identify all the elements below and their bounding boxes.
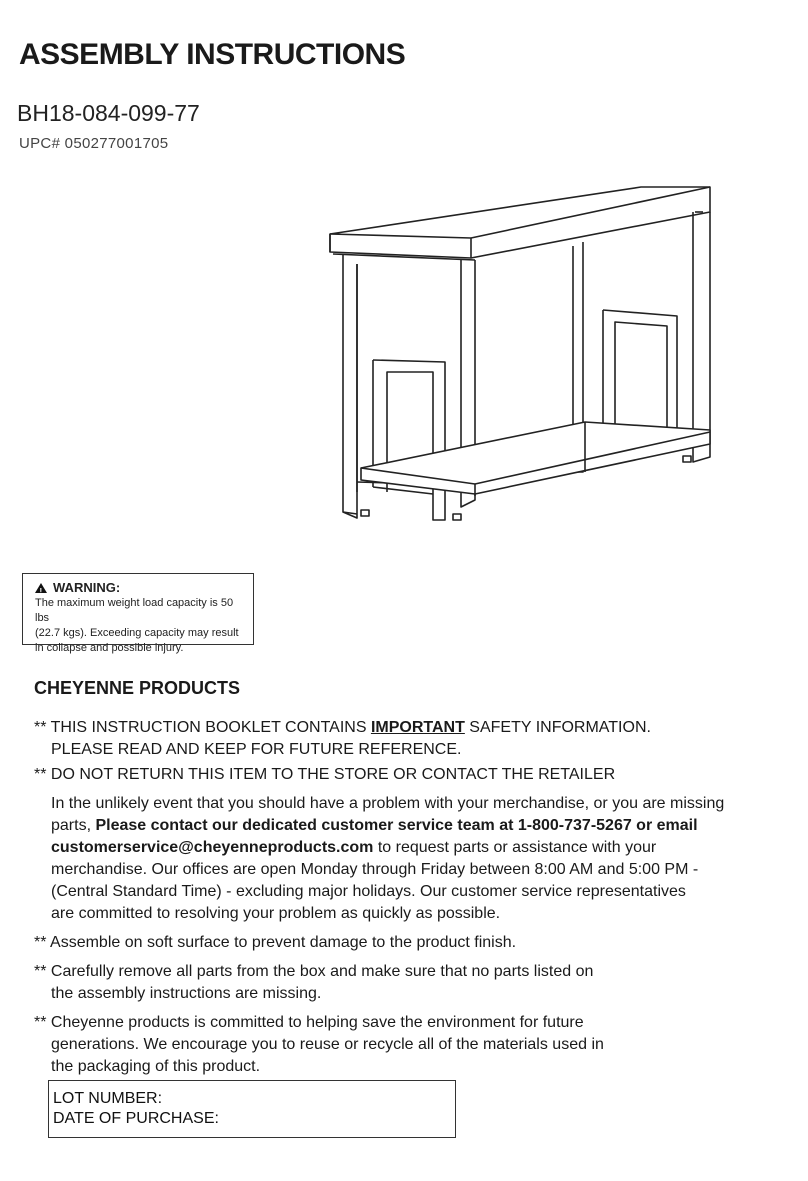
contact-phone-text: Please contact our dedicated customer service team at 1-800-737-5267 or email (95, 817, 698, 834)
note-text: ** THIS INSTRUCTION BOOKLET CONTAINS (34, 719, 371, 736)
note-text: the packaging of this product. (51, 1058, 261, 1075)
warning-title: WARNING: (53, 580, 121, 595)
upc-code: UPC# 050277001705 (19, 135, 169, 152)
model-number: BH18-084-099-77 (17, 100, 200, 126)
warning-box (22, 573, 254, 654)
warning-text-line: (22.7 kgs). Exceeding capacity may result (35, 627, 239, 639)
warning-triangle-icon (35, 583, 47, 593)
lot-info-box (48, 1080, 456, 1138)
paragraph-line: In the unlikely event that you should have a problem with your merchandise, or you are missing (51, 795, 725, 812)
paragraph-line: merchandise. Our offices are open Monday through Friday between 8:00 AM and 5:00 PM - (51, 861, 699, 878)
note-environment: ** Cheyenne products is committed to helping save the environment for future (34, 1014, 584, 1031)
note-important (34, 716, 651, 739)
contact-email: customerservice@cheyenneproducts.com (51, 839, 374, 856)
note-soft-surface: ** Assemble on soft surface to prevent damage to the product finish. (34, 934, 517, 951)
paragraph-line (51, 814, 698, 837)
paragraph-line: are committed to resolving your problem as quickly as possible. (51, 905, 501, 922)
paragraph-line: (Central Standard Time) - excluding major holidays. Our customer service representatives (51, 883, 686, 900)
note-text: SAFETY INFORMATION. (464, 719, 651, 736)
paragraph-line (51, 836, 656, 859)
note-text: PLEASE READ AND KEEP FOR FUTURE REFERENCE. (51, 741, 462, 758)
note-text: the assembly instructions are missing. (51, 985, 322, 1002)
note-text: generations. We encourage you to reuse or recycle all of the materials used in (51, 1036, 604, 1053)
warning-text-line: in collapse and possible injury. (35, 642, 184, 654)
warning-text-line: The maximum weight load capacity is 50 lbs (35, 597, 234, 624)
date-of-purchase-label: DATE OF PURCHASE: (53, 1110, 219, 1127)
company-name: CHEYENNE PRODUCTS (34, 678, 241, 698)
page-title: ASSEMBLY INSTRUCTIONS (19, 38, 406, 71)
important-word: IMPORTANT (370, 719, 465, 736)
side-table-icon (325, 182, 725, 532)
note-parts-check: ** Carefully remove all parts from the box and make sure that no parts listed on (34, 963, 594, 980)
lot-number-label: LOT NUMBER: (53, 1090, 163, 1107)
paragraph-text: parts, (51, 817, 96, 834)
note-do-not-return: ** DO NOT RETURN THIS ITEM TO THE STORE OR CONTACT THE RETAILER (34, 766, 616, 783)
paragraph-text: to request parts or assistance with your (373, 839, 657, 856)
